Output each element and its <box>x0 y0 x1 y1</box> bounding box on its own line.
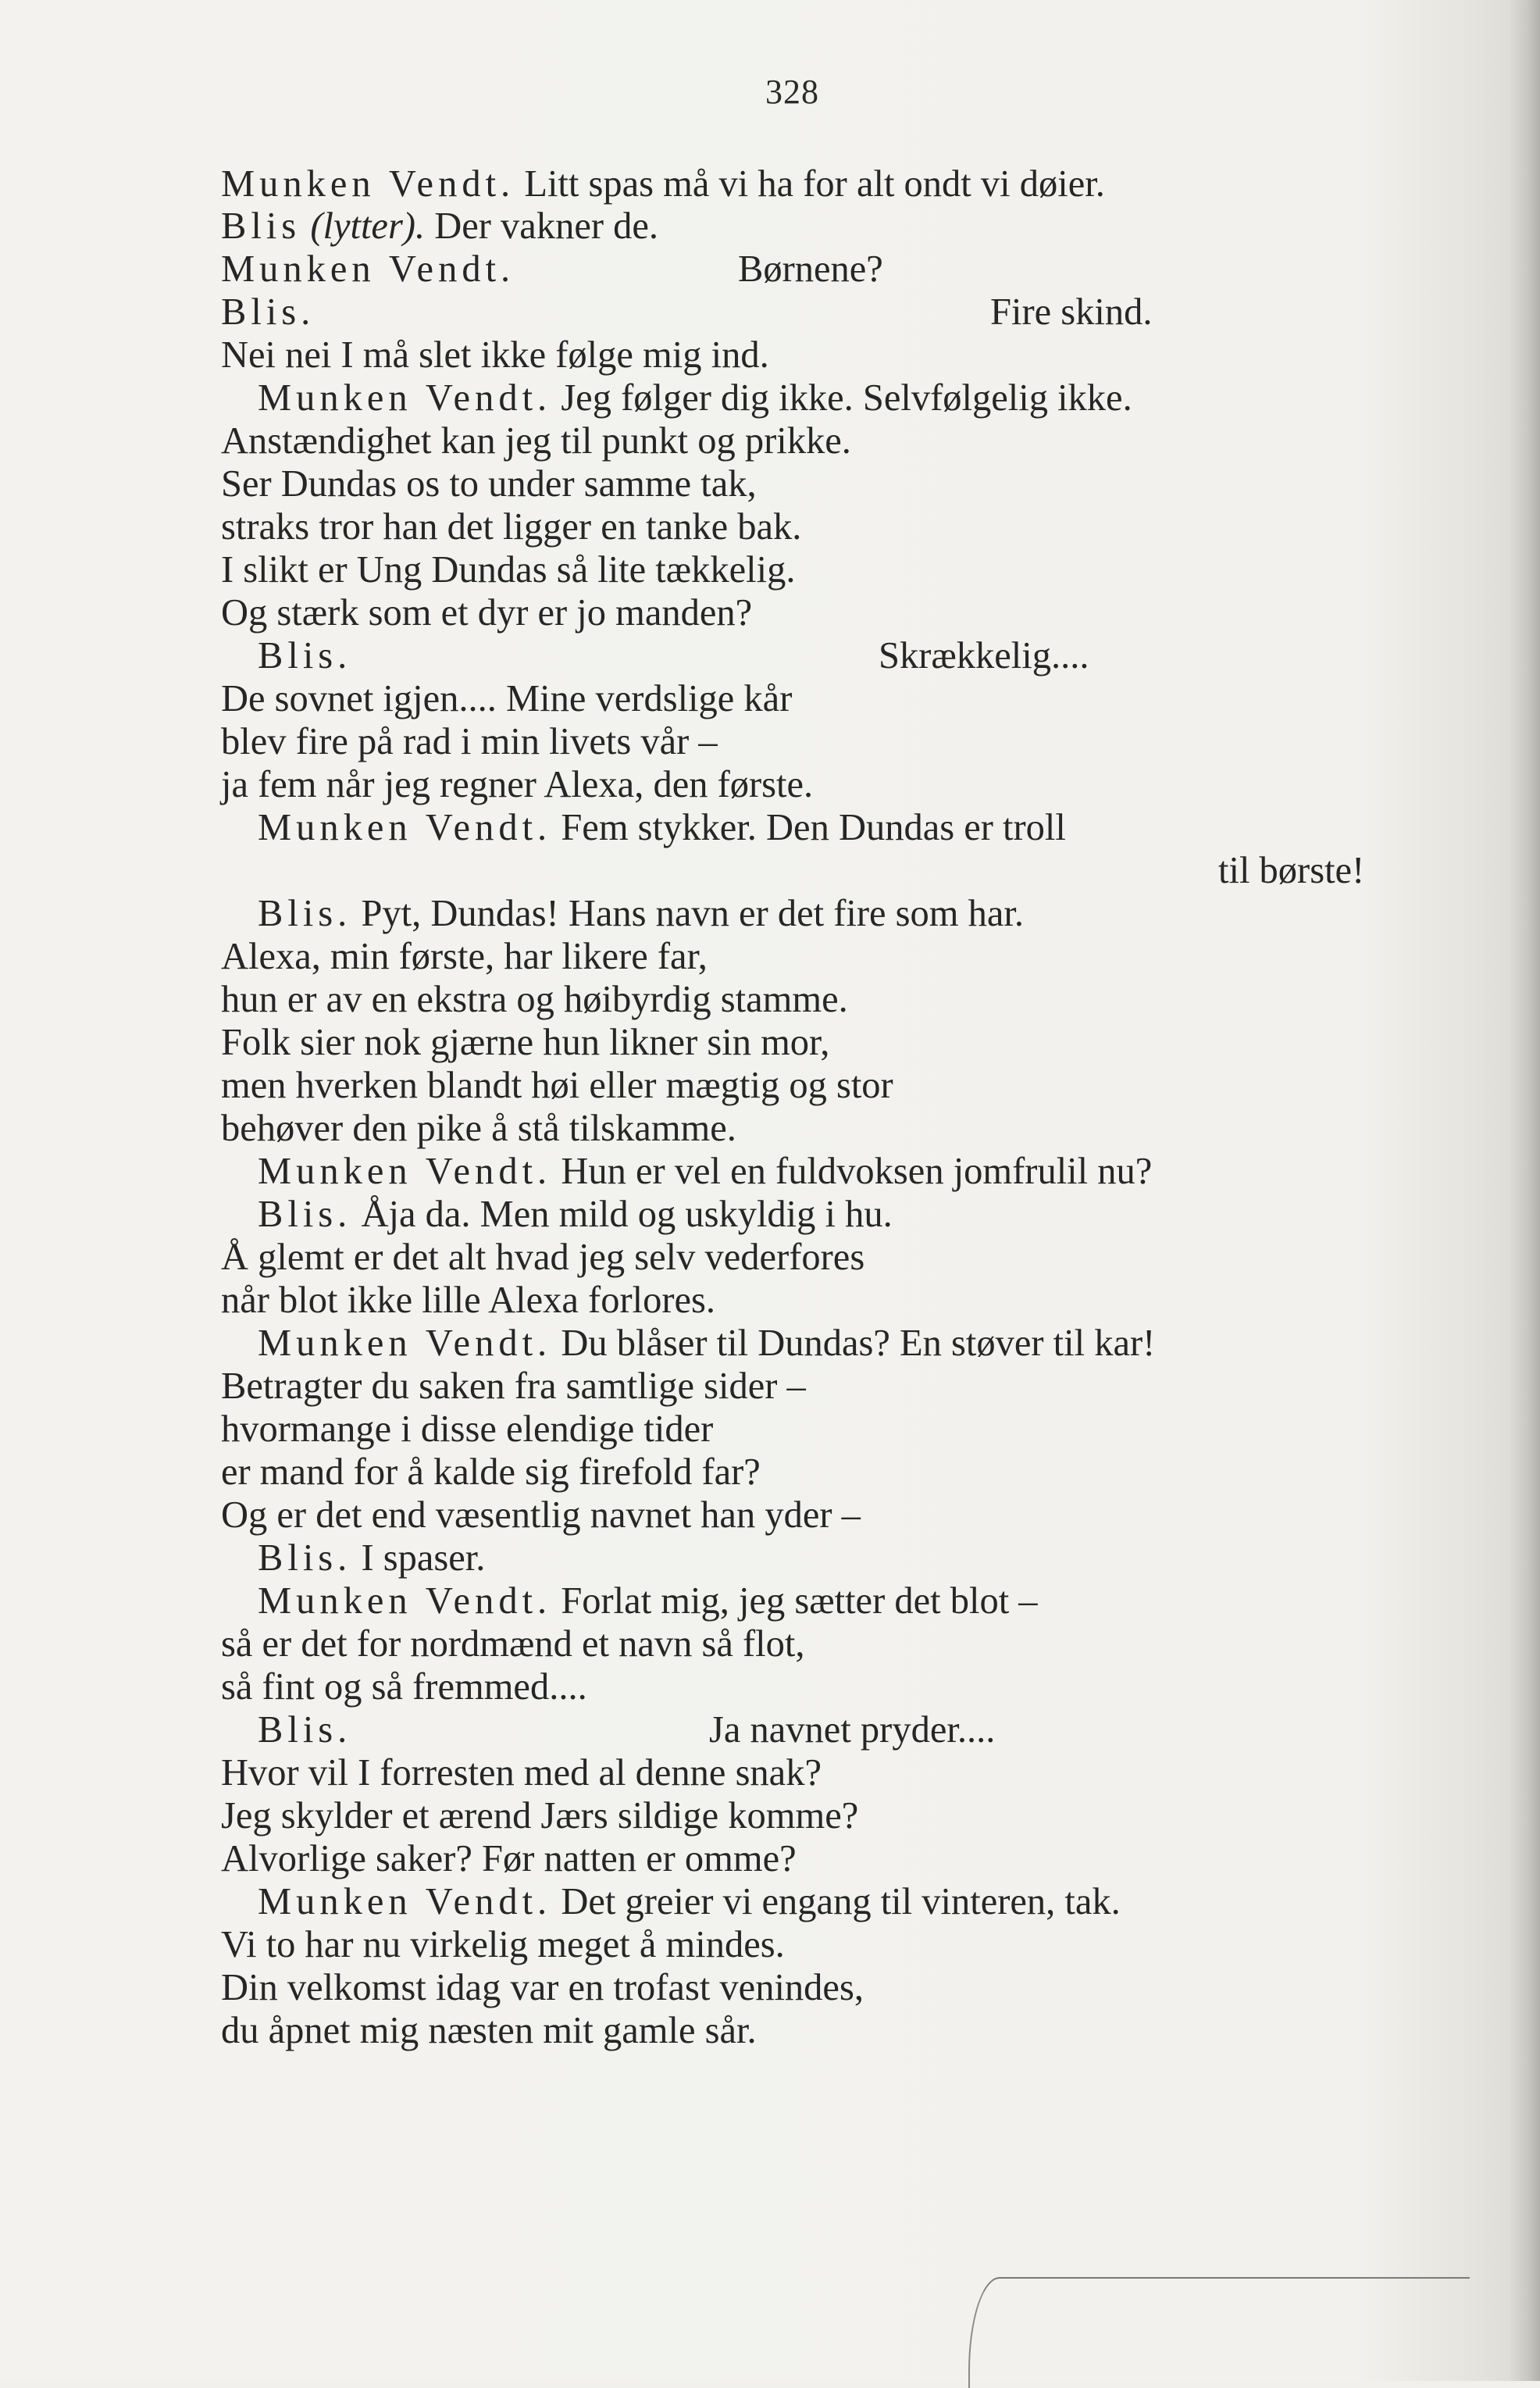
text-line-7 <box>221 419 851 463</box>
speaker-name: Munken Vendt. <box>258 1323 552 1364</box>
page-number: 328 <box>765 73 819 111</box>
text-line-15 <box>221 763 813 807</box>
line-text: Betragter du saken fra samtlige sider – <box>221 1365 806 1407</box>
line-text: Jeg skylder et ærend Jærs sildige komme? <box>221 1795 859 1837</box>
text-line-19 <box>221 935 708 979</box>
line-text: så er det for nordmænd et navn så flot, <box>221 1623 805 1665</box>
line-text: hvormange i disse elendige tider <box>221 1408 714 1450</box>
line-text: Folk sier nok gjærne hun likner sin mor, <box>221 1022 830 1063</box>
text-line-5 <box>221 334 769 377</box>
text-line-3-continued <box>738 248 883 291</box>
text-line-9 <box>221 505 801 549</box>
speaker-name: Munken Vendt. <box>221 163 515 205</box>
line-text: Hun er vel en fuldvoksen jomfrulil nu? <box>551 1151 1153 1192</box>
speaker-name: Blis. <box>258 1709 352 1751</box>
line-text: Ser Dundas os to under samme tak, <box>221 463 757 505</box>
line-text: behøver den pike å stå tilskamme. <box>221 1108 736 1149</box>
line-text: blev fire på rad i min livets vår – <box>221 721 718 762</box>
line-text: Der vakner de. <box>425 205 659 247</box>
line-text: Jeg følger dig ikke. Selvfølgelig ikke. <box>551 377 1132 419</box>
text-line-25 <box>258 1193 893 1237</box>
line-text: Det greier vi engang til vinteren, tak. <box>551 1881 1121 1922</box>
text-line-4-continued <box>990 291 1152 334</box>
line-text: straks tror han det ligger en tanke bak. <box>221 506 802 548</box>
line-text: Nei nei I må slet ikke følge mig ind. <box>221 334 769 376</box>
text-line-1 <box>221 162 1105 206</box>
text-line-4 <box>221 291 315 334</box>
line-text: Børnene? <box>738 248 883 290</box>
line-text: Alvorlige saker? Før natten er omme? <box>221 1838 797 1879</box>
text-line-39 <box>221 1794 858 1838</box>
speaker-name: Blis. <box>258 635 352 676</box>
page-edge-shadow <box>1509 0 1540 2381</box>
text-line-3 <box>221 248 515 291</box>
text-line-14 <box>221 720 718 764</box>
line-text: hun er av en ekstra og høibyrdig stamme. <box>221 979 848 1020</box>
line-text: Pyt, Dundas! Hans navn er det fire som har. <box>351 893 1024 934</box>
line-text: du åpnet mig næsten mit gamle sår. <box>221 2010 757 2051</box>
text-line-30 <box>221 1408 713 1451</box>
line-text: så fint og så fremmed.... <box>221 1666 587 1708</box>
line-text: Vi to har nu virkelig meget å mindes. <box>221 1924 785 1965</box>
line-text: Anstændighet kan jeg til punkt og prikke. <box>221 420 851 462</box>
line-text: Ja navnet pryder.... <box>709 1709 996 1751</box>
text-line-44 <box>221 2009 757 2053</box>
text-line-17 <box>1218 849 1364 893</box>
speaker-name: Munken Vendt. <box>258 377 552 419</box>
line-text: I slikt er Ung Dundas så lite tækkelig. <box>221 549 796 591</box>
text-line-31 <box>221 1451 761 1494</box>
text-line-40 <box>221 1837 797 1881</box>
speaker-name: Munken Vendt. <box>258 1151 552 1192</box>
speaker-name: Munken Vendt. <box>258 1881 552 1922</box>
line-text: Fire skind. <box>990 291 1153 333</box>
text-line-20 <box>221 978 848 1022</box>
line-text: Åja da. Men mild og uskyldig i hu. <box>351 1194 893 1235</box>
page-corner-mark <box>968 2277 1470 2388</box>
text-line-28 <box>258 1322 1155 1365</box>
text-line-36 <box>221 1665 587 1709</box>
speaker-name: Blis. <box>221 291 315 333</box>
line-text: men hverken blandt høi eller mægtig og stor <box>221 1065 893 1106</box>
line-text: til børste! <box>1218 850 1365 891</box>
speaker-name: Munken Vendt. <box>221 248 515 290</box>
text-line-2 <box>221 205 658 248</box>
text-line-33 <box>258 1537 485 1580</box>
text-line-32 <box>221 1494 861 1537</box>
line-text: Alexa, min første, har likere far, <box>221 936 708 977</box>
text-line-23 <box>221 1107 736 1151</box>
line-text: De sovnet igjen.... Mine verdslige kår <box>221 678 793 719</box>
line-text: er mand for å kalde sig firefold far? <box>221 1451 761 1493</box>
text-line-38 <box>221 1751 822 1795</box>
speaker-name: Blis. <box>258 893 352 934</box>
text-line-35 <box>221 1622 805 1666</box>
speaker-name: Munken Vendt. <box>258 1580 552 1622</box>
speaker-name: Blis. <box>258 1537 352 1579</box>
line-text: Og er det end væsentlig navnet han yder – <box>221 1494 861 1536</box>
text-line-12-continued <box>879 634 1089 678</box>
line-text: Og stærk som et dyr er jo manden? <box>221 592 753 634</box>
line-text: Litt spas må vi ha for alt ondt vi døier. <box>515 163 1105 205</box>
line-text: når blot ikke lille Alexa forlores. <box>221 1280 716 1321</box>
text-line-6 <box>258 377 1132 420</box>
text-line-29 <box>221 1365 806 1408</box>
text-line-13 <box>221 677 792 721</box>
line-text: Din velkomst idag var en trofast venindes, <box>221 1967 864 2008</box>
text-line-22 <box>221 1064 893 1108</box>
speaker-name: Blis. <box>258 1194 352 1235</box>
speaker-name: Blis <box>221 205 301 247</box>
text-line-43 <box>221 1966 864 2010</box>
text-line-37 <box>258 1708 351 1752</box>
speaker-name: Munken Vendt. <box>258 807 552 848</box>
line-text: Hvor vil I forresten med al denne snak? <box>221 1752 822 1794</box>
line-text: ja fem når jeg regner Alexa, den første. <box>221 764 814 805</box>
text-line-34 <box>258 1580 1038 1623</box>
text-line-27 <box>221 1279 715 1323</box>
text-line-41 <box>258 1880 1121 1924</box>
text-line-21 <box>221 1021 829 1065</box>
line-text: Fem stykker. Den Dundas er troll <box>551 807 1066 848</box>
line-text: Du blåser til Dundas? En støver til kar! <box>551 1323 1156 1364</box>
text-line-42 <box>221 1923 785 1967</box>
text-line-24 <box>258 1150 1152 1194</box>
text-line-26 <box>221 1236 864 1280</box>
line-text: I spaser. <box>351 1537 486 1579</box>
text-line-18 <box>258 892 1024 936</box>
text-line-11 <box>221 591 752 635</box>
line-text: Å glemt er det alt hvad jeg selv vederfores <box>221 1237 865 1278</box>
text-line-16 <box>258 806 1066 850</box>
text-line-10 <box>221 548 795 592</box>
stage-direction: (lytter). <box>310 205 426 247</box>
text-line-12 <box>258 634 351 678</box>
line-text: Forlat mig, jeg sætter det blot – <box>551 1580 1038 1622</box>
line-text: Skrækkelig.... <box>879 635 1089 676</box>
text-line-8 <box>221 462 757 506</box>
text-line-37-continued <box>709 1708 995 1752</box>
